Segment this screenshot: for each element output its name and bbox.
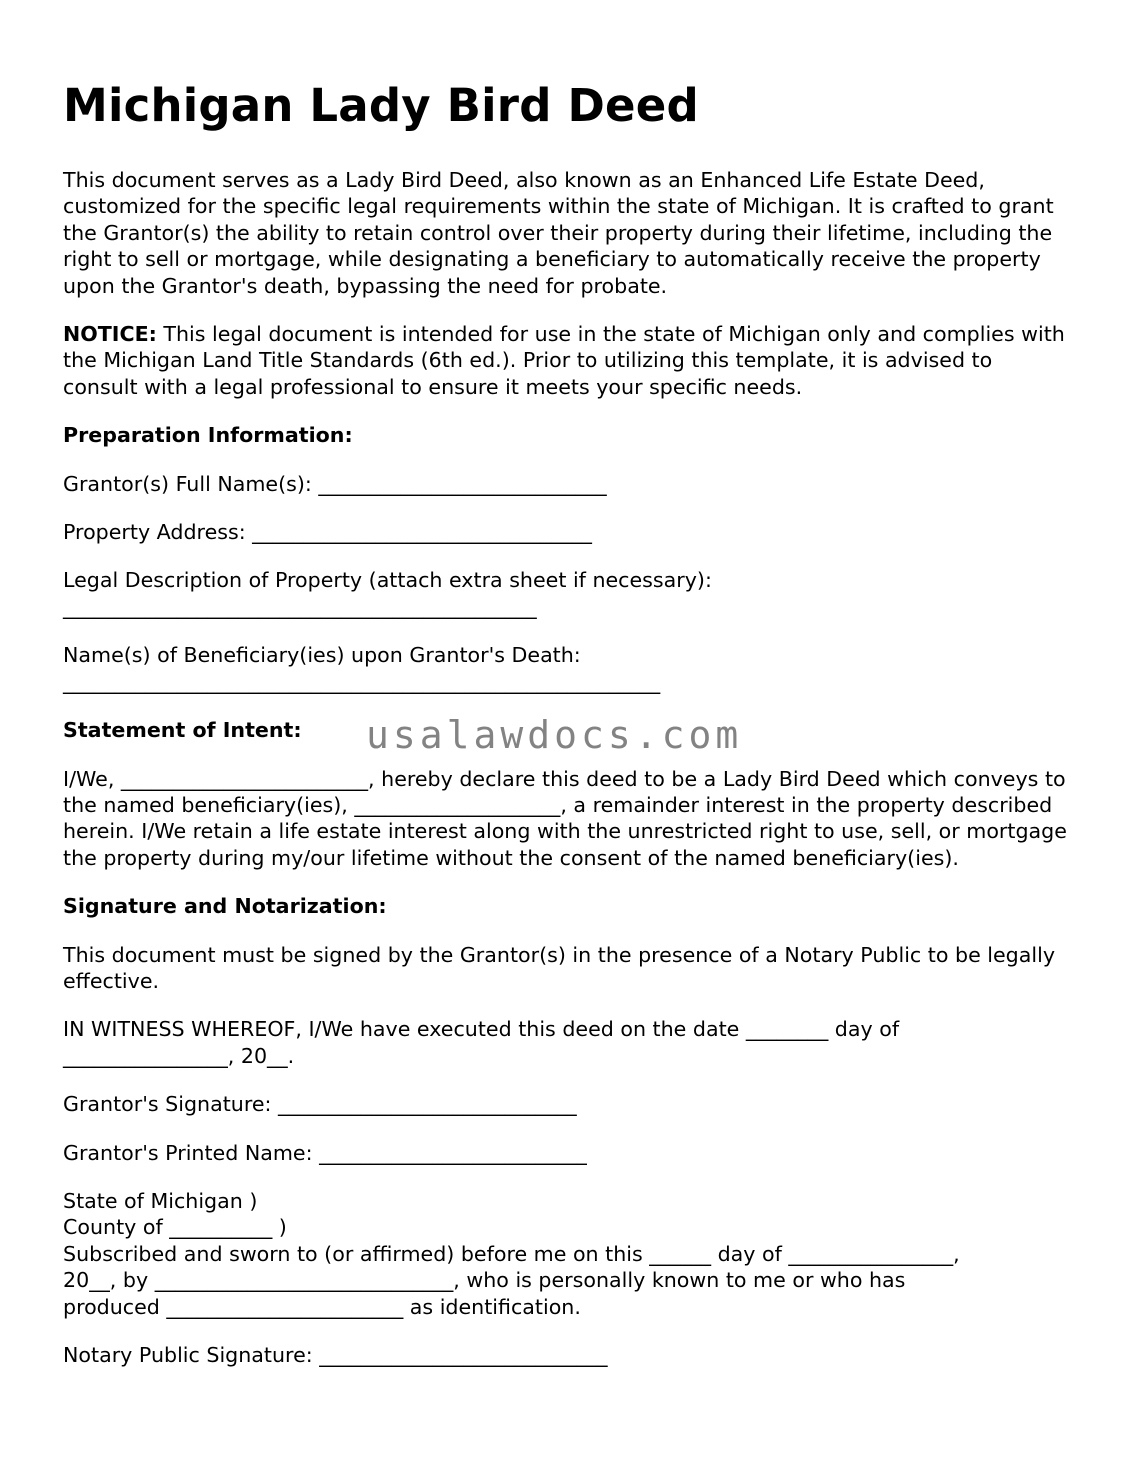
grantor-names-field: Grantor(s) Full Name(s): ____________________________ xyxy=(63,471,607,496)
notary-signature-field: Notary Public Signature: ____________________________ xyxy=(63,1343,608,1367)
document-title: Michigan Lady Bird Deed xyxy=(63,79,699,132)
grantor-signature-field: Grantor's Signature: _____________________________ xyxy=(63,1092,577,1117)
signature-instruction: This document must be signed by the Grantor(s) in the presence of a Notary Public to be legally effective. xyxy=(63,942,1056,993)
intent-heading: Statement of Intent: xyxy=(63,718,302,743)
signature-heading: Signature and Notarization: xyxy=(63,894,387,919)
watermark: usalawdocs.com xyxy=(366,713,743,757)
notary-block: State of Michigan ) County of __________ ) Subscribed and sworn to (or affirmed) before me on this ______ day of ________________, 20__, by _____________________________, who is personally known to me or who has produced _______________________ as identification. xyxy=(63,1188,960,1319)
intent-paragraph: I/We, ________________________, hereby declare this deed to be a Lady Bird Deed which conveys to the named beneficiary(ies), ____________________, a remainder interest in the property described herein. I/We retain a life estate interest along with the unrestricted right to use, sell, or mortgage the property during my/our lifetime without the consent of the named beneficiary(ies). xyxy=(63,766,1067,870)
property-address-field: Property Address: _________________________________ xyxy=(63,520,592,545)
beneficiaries-field: Name(s) of Beneficiary(ies) upon Grantor's Death: __________________________________________________________ xyxy=(63,643,661,694)
intro-paragraph: This document serves as a Lady Bird Deed, also known as an Enhanced Life Estate Deed, customized for the specific legal requirements within the state of Michigan. It is crafted to grant the Grantor(s) the ability to retain control over their property during their lifetime, including the right to sell or mortgage, while designating a beneficiary to automatically receive the property upon the Grantor's death, bypassing the need for probate. xyxy=(63,168,1054,298)
notice-paragraph xyxy=(63,321,1073,400)
notice-text: This legal document is intended for use in the state of Michigan only and complies with the Michigan Land Title Standards (6th ed.). Prior to utilizing this template, it is advised to consult with a legal professional to ensure it meets your specific needs. xyxy=(63,322,1065,399)
grantor-printed-name-field: Grantor's Printed Name: __________________________ xyxy=(63,1140,587,1165)
notice-label: NOTICE: xyxy=(63,322,157,347)
witness-clause: IN WITNESS WHEREOF, I/We have executed this deed on the date ________ day of ________________, 20__. xyxy=(63,1017,900,1068)
preparation-heading: Preparation Information: xyxy=(63,423,353,448)
legal-description-field: Legal Description of Property (attach extra sheet if necessary): ______________________________________________ xyxy=(63,568,712,619)
